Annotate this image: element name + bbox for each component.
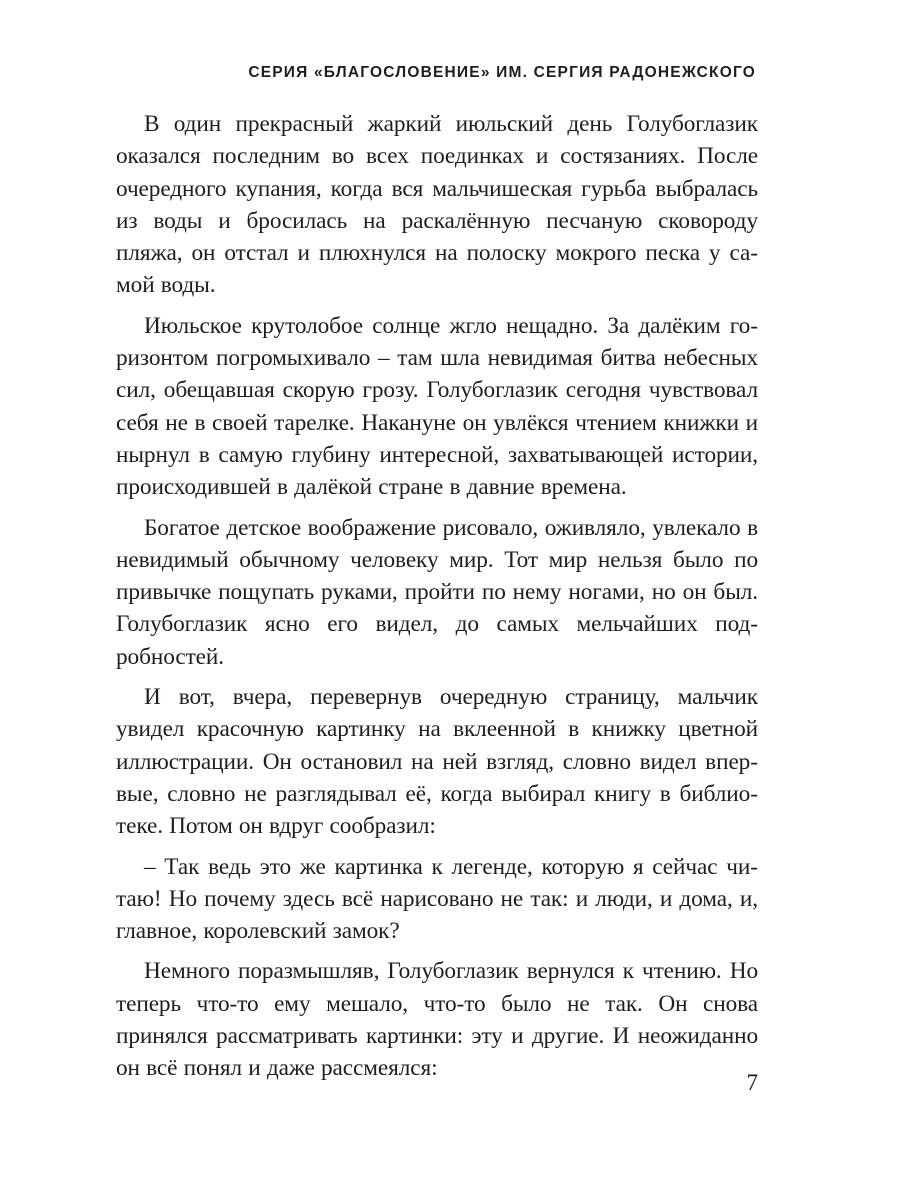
paragraph: И вот, вчера, перевернув очередную страницу, мальчик увидел красочную картинку на вклеенной в книжку цветной иллюстрации. Он остановил на ней взгляд, словно видел впервые, словно не разглядывал её, когда выбирал книгу в библиотеке. Потом он вдруг сообразил: <box>116 684 758 840</box>
page-number: 7 <box>746 1070 758 1095</box>
paragraph: В один прекрасный жаркий июльский день Голубоглазик оказался последним во всех поединках и состязаниях. После очередного купания, когда вся мальчишеская гурьба выбралась из воды и бросилась на раскалённую песчаную сковороду пляжа, он отстал и плюхнулся на полоску мокрого песка у самой воды. <box>116 111 758 299</box>
paragraph: Богатое детское воображение рисовало, оживляло, увлекало в невидимый обычному человеку мир. Тот мир нельзя было по привычке пощупать руками, пройти по нему ногами, но он был. Голубоглазик ясно его видел, до самых мельчайших подробностей. <box>116 514 758 670</box>
paragraph: Июльское крутолобое солнце жгло нещадно. За далёким горизонтом погромыхивало – там шла невидимая битва небесных сил, обещавшая скорую грозу. Голубоглазик сегодня чувствовал себя не в своей тарелке. Накануне он увлёкся чтением книжки и нырнул в самую глубину интересной, захватывающей истории, происходившей в далёкой стране в давние времена. <box>116 312 758 501</box>
paragraph: Немного поразмышляв, Голубоглазик вернулся к чтению. Но теперь что-то ему мешало, что-то было не так. Он снова принялся рассматривать картинки: эту и другие. И неожиданно он всё понял и даже рассмеялся: <box>116 958 758 1082</box>
running-header: СЕРИЯ «БЛАГОСЛОВЕНИЕ» ИМ. СЕРГИЯ РАДОНЕЖСКОГО <box>248 64 756 81</box>
body-text <box>116 108 758 1093</box>
dialogue-paragraph: – Так ведь это же картинка к легенде, которую я сейчас читаю! Но почему здесь всё нарисовано не так: и люди, и дома, и, главное, королевский замок? <box>116 853 758 945</box>
